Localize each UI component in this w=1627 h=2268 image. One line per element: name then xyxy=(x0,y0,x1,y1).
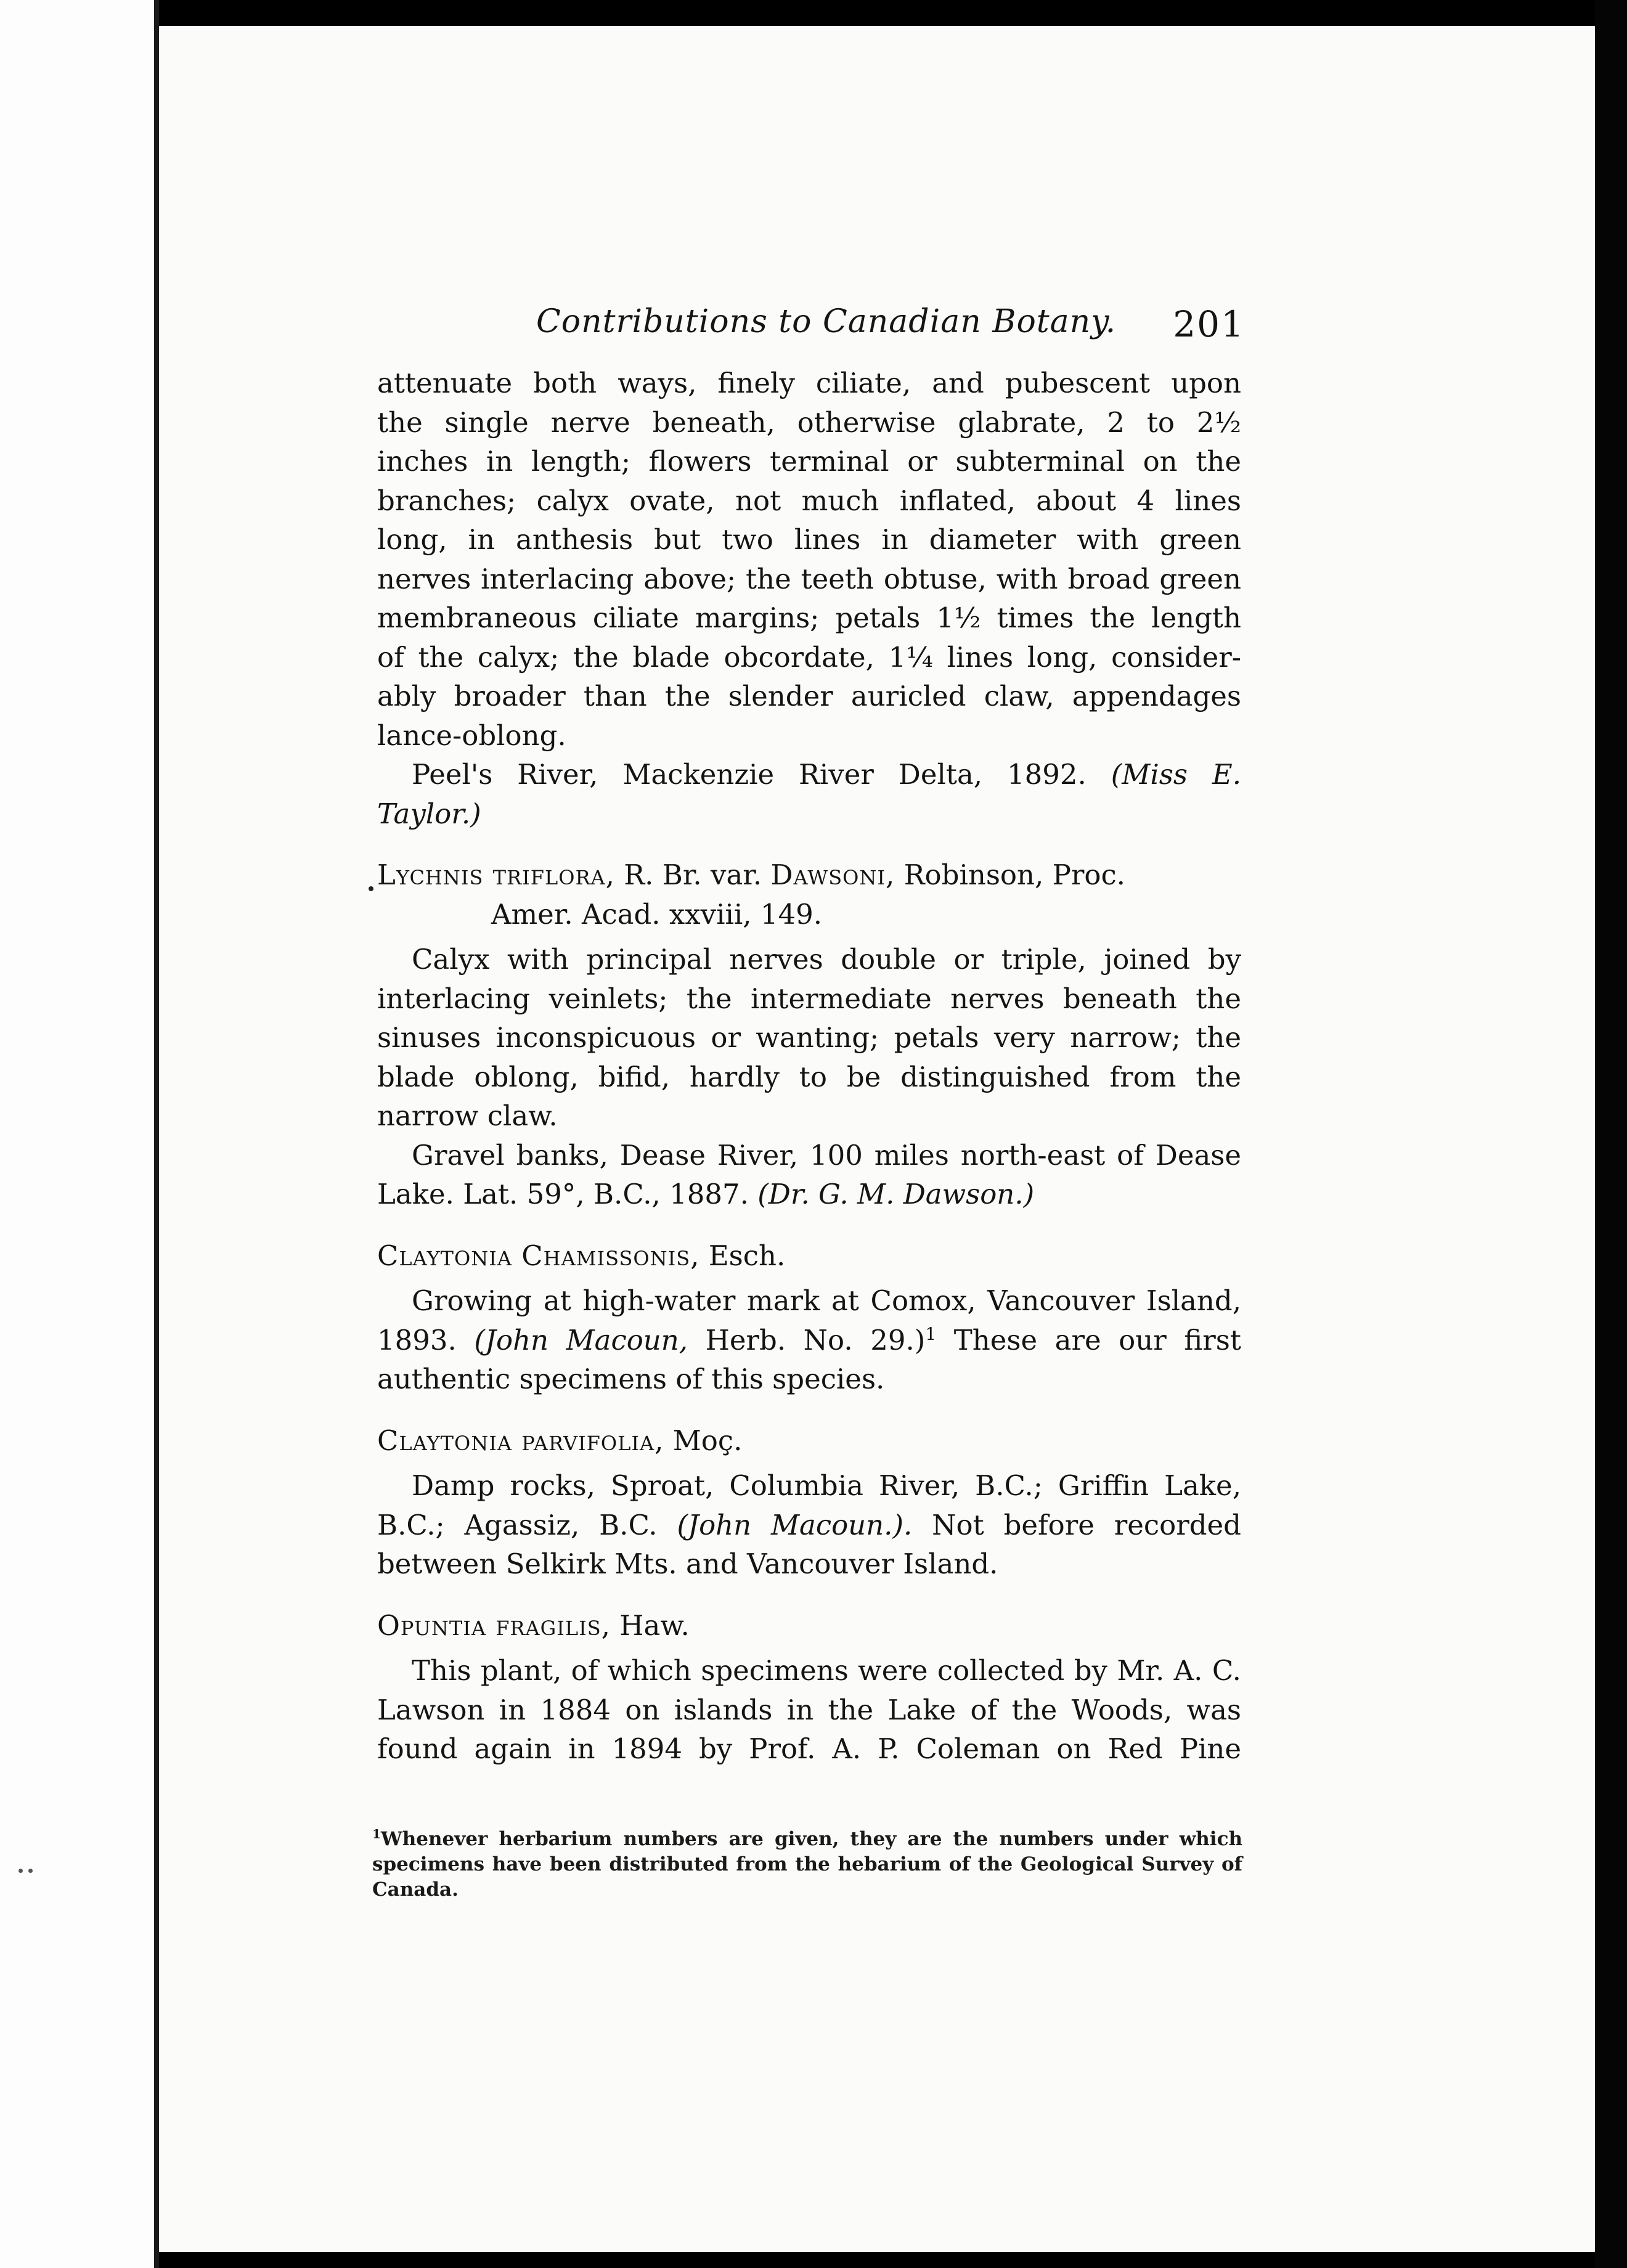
intro-line: of the calyx; the blade obcordate, 1¼ lines long, consider- xyxy=(377,640,1241,674)
intro-line: nerves interlacing above; the teeth obtuse, with broad green xyxy=(377,562,1241,595)
intro-line: attenuate both ways, finely ciliate, and pubescent upon xyxy=(377,367,1241,399)
intro-line: lance-oblong. xyxy=(377,719,566,752)
footnote-mark: 1 xyxy=(372,1826,381,1842)
intro-locality: Peel's River, Mackenzie River Delta, 1892. (Miss E. Taylor.) xyxy=(377,758,1242,830)
running-title: Contributions to Canadian Botany. xyxy=(536,303,1117,340)
entry-reference: Amer. Acad. xxviii, 149. xyxy=(491,897,823,931)
main-text xyxy=(377,364,1241,1769)
entry-heading-claytonia-parvifolia: Claytonia parvifolia, Moç. xyxy=(377,1424,743,1457)
intro-paragraph xyxy=(377,364,1241,755)
intro-line: membraneous ciliate margins; petals 1½ times the length xyxy=(377,602,1241,634)
margin-speck xyxy=(18,1869,23,1873)
intro-line: inches in length; flowers terminal or subterminal on the xyxy=(377,445,1241,478)
entry-description: Calyx with principal nerves double or triple, joined by interlacing veinlets; the intermediate nerves beneath the sinuses inconspicuous or wanting; petals very narrow; the blade oblong, bifid, hardly to be distinguished from the narrow claw. xyxy=(377,943,1241,1132)
intro-line: long, in anthesis but two lines in diameter with green xyxy=(377,523,1241,556)
intro-line: the single nerve beneath, otherwise glabrate, 2 to 2½ xyxy=(377,406,1241,439)
entry-heading-lychnis: Lychnis triflora, R. Br. var. Dawsoni, Robinson, Proc. xyxy=(377,859,1125,891)
entry-locality: Gravel banks, Dease River, 100 miles north-east of Dease Lake. Lat. 59°, B.C., 1887. (Dr. G. M. Dawson.) xyxy=(377,1138,1241,1210)
page-number: 201 xyxy=(1173,303,1245,345)
scan-border xyxy=(1595,0,1627,2268)
entry-locality: Damp rocks, Sproat, Columbia River, B.C.; Griffin Lake, B.C.; Agassiz, B.C. (John Macoun.). Not before recorded between Selkirk Mts. and Vancouver Island. xyxy=(377,1469,1241,1580)
entry-heading-opuntia: Opuntia fragilis, Haw. xyxy=(377,1609,690,1642)
intro-line: branches; calyx ovate, not much inflated, about 4 lines xyxy=(377,484,1241,517)
page-fold xyxy=(154,0,159,2268)
entry-locality: Growing at high-water mark at Comox, Vancouver Island, 1893. (John Macoun, Herb. No. 29.)$^1$ These are our first authentic specimens of this species. xyxy=(377,1284,1241,1395)
footnote-reference: 1 xyxy=(925,1323,937,1344)
facing-page-margin xyxy=(0,0,159,2268)
margin-speck xyxy=(28,1869,33,1873)
entry-heading-claytonia-chamissonis: Claytonia Chamissonis, Esch. xyxy=(377,1239,786,1272)
intro-line: ably broader than the slender auricled claw, appendages xyxy=(377,680,1241,712)
entry-marker xyxy=(369,886,373,891)
footnote-text: Whenever herbarium numbers are given, they are the numbers under which specimens have been distributed from the hebarium of the Geological Survey of Canada. xyxy=(372,1828,1242,1901)
entry-description: This plant, of which specimens were collected by Mr. A. C. Lawson in 1884 on islands in the Lake of the Woods, was found again in 1894 by Prof. A. P. Coleman on Red Pine xyxy=(377,1654,1241,1765)
running-header xyxy=(536,303,1245,353)
footnote xyxy=(372,1827,1242,1903)
